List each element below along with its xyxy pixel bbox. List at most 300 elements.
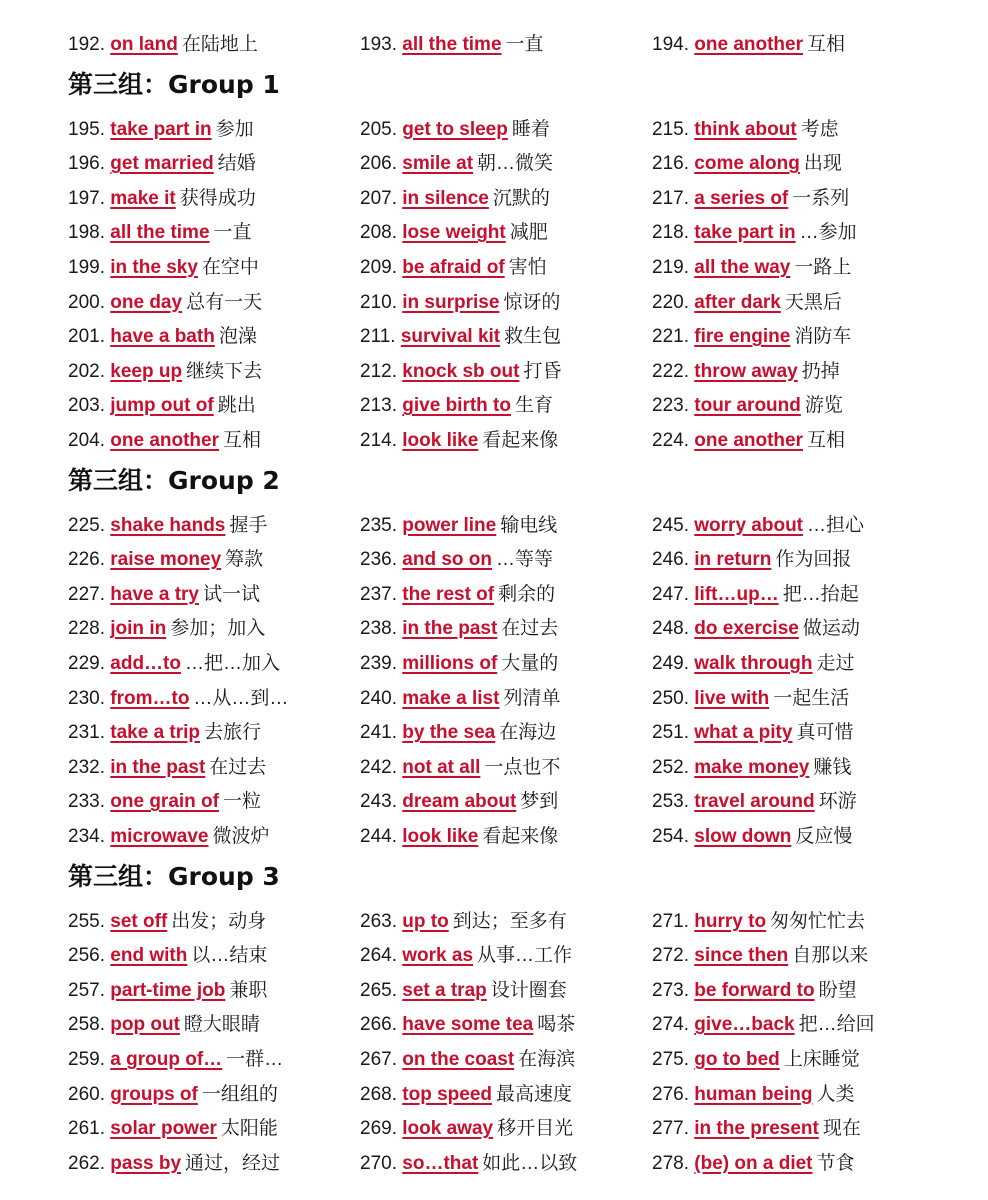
phrase-entry (68, 389, 256, 423)
entry-number: 239. (360, 653, 403, 674)
chinese-meaning: 现在 (822, 1118, 861, 1140)
english-phrase: microwave (110, 826, 209, 847)
phrase-entry (68, 251, 259, 285)
phrase-entry (68, 716, 261, 750)
chinese-meaning: 剩余的 (498, 583, 556, 605)
entry-number: 245. (652, 514, 695, 536)
english-phrase: travel around (694, 791, 815, 813)
english-phrase: have a try (110, 583, 199, 605)
entry-number: 218. (652, 222, 695, 244)
phrase-entry (68, 216, 252, 250)
phrase-entry (652, 182, 849, 216)
entry-number: 235. (360, 514, 403, 536)
chinese-meaning: 继续下去 (186, 360, 263, 382)
chinese-meaning: 筹款 (225, 549, 264, 571)
english-phrase: set a trap (402, 979, 487, 1001)
phrase-row (0, 543, 988, 577)
english-phrase: think about (694, 118, 797, 140)
entry-number: 196. (68, 153, 111, 175)
phrase-row (0, 509, 988, 543)
english-phrase: power line (402, 514, 497, 536)
chinese-meaning: 一点也不 (484, 756, 561, 778)
entry-number: 260. (68, 1083, 111, 1105)
chinese-meaning: 朝…微笑 (477, 153, 554, 175)
phrase-entry (652, 612, 860, 646)
entry-number: 210. (360, 291, 403, 313)
chinese-meaning: 最高速度 (496, 1083, 573, 1105)
entry-number: 232. (68, 756, 111, 778)
entry-number: 262. (68, 1152, 111, 1174)
entry-number: 220. (652, 291, 695, 313)
chinese-meaning: 出现 (803, 153, 842, 175)
phrase-entry (360, 216, 548, 250)
chinese-meaning: 害怕 (508, 257, 547, 278)
phrase-entry (68, 1112, 278, 1146)
entry-number: 263. (360, 910, 403, 932)
phrase-entry (360, 424, 558, 458)
english-phrase: fire engine (694, 326, 791, 348)
entry-number: 256. (68, 945, 111, 967)
chinese-meaning: …从…到… (193, 687, 289, 709)
english-phrase: take a trip (110, 722, 201, 744)
phrase-row (0, 1078, 988, 1112)
chinese-meaning: 喝茶 (537, 1014, 576, 1036)
english-phrase: get to sleep (402, 118, 508, 140)
entry-number: 226. (68, 549, 111, 571)
chinese-meaning: 考虑 (800, 118, 839, 140)
chinese-meaning: 互相 (223, 430, 262, 451)
chinese-meaning: 真可惜 (796, 722, 854, 744)
phrase-entry (68, 974, 267, 1008)
chinese-meaning: 生育 (515, 395, 554, 417)
entry-number: 254. (652, 826, 695, 847)
entry-number: 241. (360, 722, 403, 744)
phrase-row (0, 424, 988, 458)
phrase-entry (68, 820, 270, 854)
english-phrase: the rest of (402, 583, 495, 605)
entry-number: 237. (360, 583, 403, 605)
entry-number: 273. (652, 979, 695, 1001)
english-phrase: millions of (402, 653, 498, 674)
phrase-entry (652, 543, 851, 577)
chinese-meaning: 一直 (213, 222, 252, 244)
phrase-entry (652, 113, 839, 147)
entry-number: 228. (68, 618, 111, 640)
entry-number: 219. (652, 257, 695, 278)
english-phrase: make money (694, 756, 810, 778)
chinese-meaning: 做运动 (802, 618, 860, 640)
chinese-meaning: …把…加入 (184, 653, 280, 674)
english-phrase: a group of… (110, 1049, 223, 1070)
english-phrase: add…to (110, 653, 181, 674)
english-phrase: join in (110, 618, 167, 640)
chinese-meaning: 天黑后 (784, 291, 842, 313)
chinese-meaning: 总有一天 (186, 291, 263, 313)
english-phrase: jump out of (110, 395, 214, 417)
phrase-row (0, 1112, 988, 1146)
phrase-row (0, 355, 988, 389)
phrase-entry (360, 509, 557, 543)
entry-number: 231. (68, 722, 111, 744)
chinese-meaning: 人类 (816, 1083, 855, 1105)
chinese-meaning: 去旅行 (204, 722, 262, 744)
chinese-meaning: 匆匆忙忙去 (770, 910, 866, 932)
english-phrase: live with (694, 687, 770, 709)
phrase-row (0, 1008, 988, 1042)
entry-number: 203. (68, 395, 111, 417)
entry-number: 225. (68, 514, 111, 536)
phrase-entry (652, 1112, 861, 1146)
english-phrase: on land (110, 34, 178, 55)
english-phrase: solar power (110, 1118, 217, 1140)
phrase-row (0, 113, 988, 147)
phrase-entry (68, 1008, 260, 1042)
english-phrase: one another (694, 430, 803, 451)
entry-number: 270. (360, 1152, 403, 1174)
entry-number: 215. (652, 118, 695, 140)
chinese-meaning: …等等 (496, 549, 554, 571)
chinese-meaning: 作为回报 (775, 549, 852, 571)
english-phrase: lose weight (402, 222, 506, 244)
entry-number: 230. (68, 687, 111, 709)
english-phrase: up to (402, 910, 449, 932)
chinese-meaning: 睡着 (511, 118, 550, 140)
english-phrase: all the time (402, 34, 502, 55)
chinese-meaning: 结婚 (217, 153, 256, 175)
phrase-row (0, 1147, 988, 1181)
entry-number: 247. (652, 583, 695, 605)
phrase-entry (68, 543, 263, 577)
entry-number: 267. (360, 1049, 403, 1070)
english-phrase: all the way (694, 257, 791, 278)
chinese-meaning: 瞪大眼睛 (183, 1014, 260, 1036)
chinese-meaning: 梦到 (520, 791, 559, 813)
english-phrase: give birth to (402, 395, 511, 417)
entry-number: 212. (360, 360, 403, 382)
english-phrase: in the sky (110, 257, 198, 278)
entry-number: 194. (652, 34, 695, 55)
chinese-meaning: 参加；加入 (170, 618, 266, 640)
entry-number: 216. (652, 153, 695, 175)
entry-number: 261. (68, 1118, 111, 1140)
phrase-row (0, 751, 988, 785)
chinese-meaning: 一系列 (792, 187, 850, 209)
phrase-entry (652, 1147, 855, 1181)
phrase-entry (360, 113, 550, 147)
entry-number: 252. (652, 756, 695, 778)
phrase-entry (68, 578, 260, 612)
english-phrase: keep up (110, 360, 183, 382)
english-phrase: survival kit (400, 326, 501, 348)
phrase-entry (652, 1078, 855, 1112)
english-phrase: in return (694, 549, 772, 571)
chinese-meaning: 一群… (226, 1049, 284, 1070)
chinese-meaning: 救生包 (504, 326, 562, 348)
phrase-entry (360, 751, 560, 785)
chinese-meaning: 沉默的 (492, 187, 550, 209)
chinese-meaning: 获得成功 (179, 187, 256, 209)
entry-number: 255. (68, 910, 111, 932)
english-phrase: be afraid of (402, 257, 505, 278)
entry-number: 229. (68, 653, 111, 674)
chinese-meaning: 在海边 (499, 722, 557, 744)
english-phrase: in silence (402, 187, 489, 209)
entry-number: 234. (68, 826, 111, 847)
chinese-meaning: 参加 (215, 118, 254, 140)
entry-number: 222. (652, 360, 695, 382)
english-phrase: after dark (694, 291, 781, 313)
chinese-meaning: 上床睡觉 (783, 1049, 860, 1070)
phrase-entry (652, 820, 852, 854)
phrase-entry (360, 905, 567, 939)
entry-number: 246. (652, 549, 695, 571)
phrase-entry (652, 216, 857, 250)
chinese-meaning: 一路上 (794, 257, 852, 278)
phrase-entry (652, 424, 845, 458)
entry-number: 266. (360, 1014, 403, 1036)
entry-number: 206. (360, 153, 403, 175)
entry-number: 240. (360, 687, 403, 709)
chinese-meaning: 把…给回 (798, 1014, 875, 1036)
chinese-meaning: 自那以来 (792, 945, 869, 967)
entry-number: 207. (360, 187, 403, 209)
entry-number: 233. (68, 791, 111, 813)
chinese-meaning: 通过，经过 (185, 1152, 281, 1174)
phrase-entry (652, 578, 859, 612)
phrase-entry (652, 647, 855, 681)
phrase-row (0, 320, 988, 354)
phrase-entry (652, 509, 864, 543)
english-phrase: be forward to (694, 979, 815, 1001)
entry-number: 257. (68, 979, 111, 1001)
english-phrase: so…that (402, 1152, 479, 1174)
chinese-meaning: 在空中 (201, 257, 259, 278)
english-phrase: not at all (402, 756, 481, 778)
phrase-entry (68, 1078, 278, 1112)
phrase-entry (360, 820, 558, 854)
phrase-entry (360, 320, 561, 354)
phrase-entry (360, 286, 560, 320)
entry-number: 272. (652, 945, 695, 967)
chinese-meaning: 太阳能 (220, 1118, 278, 1140)
phrase-entry (68, 751, 266, 785)
entry-number: 238. (360, 618, 403, 640)
phrase-entry (360, 682, 560, 716)
phrase-row (0, 286, 988, 320)
phrase-row (0, 647, 988, 681)
chinese-meaning: 扔掉 (801, 360, 840, 382)
english-phrase: have some tea (402, 1014, 534, 1036)
english-phrase: have a bath (110, 326, 215, 348)
section-heading: 第三组：Group 2 (68, 465, 280, 495)
phrase-row (0, 28, 988, 62)
phrase-entry (360, 182, 550, 216)
chinese-meaning: 看起来像 (482, 430, 559, 451)
phrase-entry (652, 1008, 875, 1042)
chinese-meaning: 从事…工作 (477, 945, 573, 967)
chinese-meaning: 到达；至多有 (452, 910, 567, 932)
entry-number: 253. (652, 791, 695, 813)
phrase-entry (360, 147, 553, 181)
entry-number: 268. (360, 1083, 403, 1105)
entry-number: 213. (360, 395, 403, 417)
phrase-entry (360, 389, 553, 423)
english-phrase: do exercise (694, 618, 799, 640)
chinese-meaning: 设计圈套 (490, 979, 567, 1001)
entry-number: 275. (652, 1049, 695, 1070)
english-phrase: go to bed (694, 1049, 780, 1070)
english-phrase: human being (694, 1083, 813, 1105)
phrase-entry (68, 682, 288, 716)
phrase-entry (360, 355, 561, 389)
english-phrase: in the past (110, 756, 206, 778)
chinese-meaning: 兼职 (229, 979, 268, 1001)
english-phrase: and so on (402, 549, 492, 571)
phrase-entry (652, 286, 842, 320)
chinese-meaning: 节食 (816, 1152, 855, 1174)
entry-number: 271. (652, 910, 695, 932)
chinese-meaning: 泡澡 (218, 326, 257, 348)
phrase-row (0, 682, 988, 716)
entry-number: 258. (68, 1014, 111, 1036)
entry-number: 209. (360, 257, 403, 278)
english-phrase: knock sb out (402, 360, 520, 382)
chinese-meaning: 出发；动身 (171, 910, 267, 932)
english-phrase: look like (402, 826, 479, 847)
chinese-meaning: 反应慢 (795, 826, 853, 847)
entry-number: 204. (68, 430, 111, 451)
chinese-meaning: 走过 (816, 653, 855, 674)
phrase-entry (652, 905, 865, 939)
entry-number: 269. (360, 1118, 403, 1140)
entry-number: 259. (68, 1049, 111, 1070)
phrase-entry (360, 543, 553, 577)
chinese-meaning: 跳出 (217, 395, 256, 417)
english-phrase: make a list (402, 687, 500, 709)
phrase-row (0, 389, 988, 423)
english-phrase: smile at (402, 153, 474, 175)
entry-number: 224. (652, 430, 695, 451)
entry-number: 276. (652, 1083, 695, 1105)
chinese-meaning: 微波炉 (212, 826, 270, 847)
phrase-entry (68, 320, 257, 354)
phrase-row (0, 939, 988, 973)
entry-number: 250. (652, 687, 695, 709)
english-phrase: work as (402, 945, 474, 967)
phrase-row (0, 578, 988, 612)
phrase-entry (68, 424, 261, 458)
phrase-entry (68, 28, 258, 62)
english-phrase: look away (402, 1118, 494, 1140)
english-phrase: pass by (110, 1152, 182, 1174)
phrase-entry (360, 28, 544, 62)
chinese-meaning: …参加 (799, 222, 857, 244)
english-phrase: come along (694, 153, 800, 175)
entry-number: 195. (68, 118, 111, 140)
entry-number: 274. (652, 1014, 695, 1036)
english-phrase: what a pity (694, 722, 793, 744)
chinese-meaning: 在海滨 (518, 1049, 576, 1070)
chinese-meaning: 看起来像 (482, 826, 559, 847)
phrase-row (0, 716, 988, 750)
entry-number: 243. (360, 791, 403, 813)
english-phrase: one another (110, 430, 219, 451)
phrase-entry (360, 1147, 577, 1181)
phrase-entry (68, 1147, 280, 1181)
phrase-row (0, 182, 988, 216)
english-phrase: take part in (110, 118, 212, 140)
chinese-meaning: 在过去 (209, 756, 267, 778)
chinese-meaning: 在陆地上 (181, 34, 258, 55)
chinese-meaning: 一粒 (223, 791, 262, 813)
english-phrase: (be) on a diet (694, 1152, 813, 1174)
entry-number: 227. (68, 583, 111, 605)
phrase-entry (652, 147, 842, 181)
entry-number: 223. (652, 395, 695, 417)
phrase-entry (652, 751, 851, 785)
english-phrase: groups of (110, 1083, 198, 1105)
entry-number: 249. (652, 653, 695, 674)
phrase-entry (68, 147, 256, 181)
phrase-entry (652, 785, 857, 819)
chinese-meaning: 盼望 (818, 979, 857, 1001)
chinese-meaning: 移开目光 (497, 1118, 574, 1140)
english-phrase: hurry to (694, 910, 767, 932)
entry-number: 201. (68, 326, 111, 348)
english-phrase: worry about (694, 514, 803, 536)
entry-number: 244. (360, 826, 403, 847)
phrase-entry (68, 905, 266, 939)
phrase-entry (652, 355, 840, 389)
phrase-row (0, 216, 988, 250)
english-phrase: look like (402, 430, 479, 451)
chinese-meaning: 打昏 (523, 360, 562, 382)
entry-number: 265. (360, 979, 403, 1001)
phrase-entry (68, 355, 262, 389)
phrase-entry (68, 286, 262, 320)
phrase-entry (360, 1078, 572, 1112)
entry-number: 236. (360, 549, 403, 571)
english-phrase: all the time (110, 222, 210, 244)
phrase-row (0, 820, 988, 854)
entry-number: 198. (68, 222, 111, 244)
english-phrase: give…back (694, 1014, 795, 1036)
phrase-entry (360, 578, 555, 612)
english-phrase: one day (110, 291, 183, 313)
english-phrase: in the present (694, 1118, 819, 1140)
chinese-meaning: 一直 (505, 34, 544, 55)
section-heading: 第三组：Group 3 (68, 861, 280, 891)
chinese-meaning: 互相 (807, 430, 846, 451)
chinese-meaning: 互相 (807, 34, 846, 55)
chinese-meaning: 握手 (229, 514, 268, 536)
phrase-entry (68, 1043, 283, 1077)
phrase-row (0, 785, 988, 819)
english-phrase: in the past (402, 618, 498, 640)
entry-number: 211. (360, 326, 401, 348)
phrase-entry (360, 716, 556, 750)
phrase-entry (360, 612, 558, 646)
english-phrase: get married (110, 153, 214, 175)
chinese-meaning: 游览 (804, 395, 843, 417)
phrase-entry (360, 251, 547, 285)
chinese-meaning: 试一试 (203, 583, 261, 605)
english-phrase: in surprise (402, 291, 500, 313)
chinese-meaning: 以…结束 (191, 945, 268, 967)
english-phrase: from…to (110, 687, 190, 709)
chinese-meaning: 消防车 (794, 326, 852, 348)
phrase-entry (68, 785, 261, 819)
